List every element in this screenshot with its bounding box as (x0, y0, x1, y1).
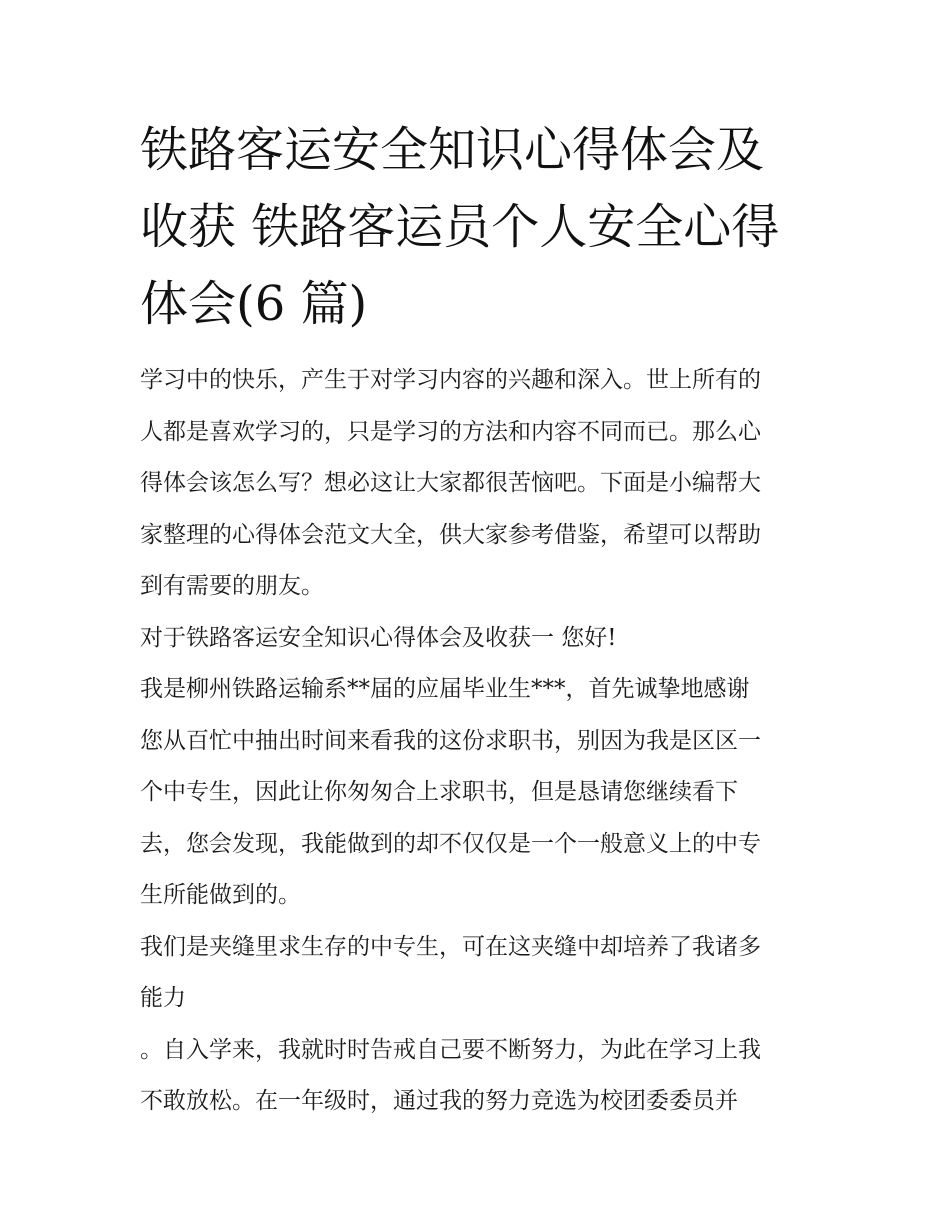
title-line-2: 收获 铁路客运员个人安全心得 (140, 199, 780, 255)
title-line-3: 体会(6 篇) (140, 276, 368, 332)
text-line: 生所能做到的。 (140, 882, 301, 908)
title-line-1: 铁路客运安全知识心得体会及 (140, 122, 765, 178)
text-line: 家整理的心得体会范文大全，供大家参考借鉴，希望可以帮助 (140, 521, 761, 548)
text-line: 我是柳州铁路运输系**届的应届毕业生***，首先诚挚地感谢 (140, 676, 750, 702)
text-line: 得体会该怎么写？想必这让大家都很苦恼吧。下面是小编帮大 (140, 470, 761, 496)
document-body (140, 112, 815, 1128)
document-title (140, 112, 815, 343)
text-line: 。自入学来，我就时时告戒自己要不断努力，为此在学习上我 (140, 1036, 761, 1063)
document-text (140, 355, 815, 1128)
text-line: 能力 (140, 985, 186, 1011)
text-line: 人都是喜欢学习的，只是学习的方法和内容不同而已。那么心 (140, 418, 761, 445)
text-line: 学习中的快乐，产生于对学习内容的兴趣和深入。世上所有的 (140, 367, 761, 393)
text-line: 去，您会发现，我能做到的却不仅仅是一个一般意义上的中专 (140, 830, 761, 857)
text-line: 到有需要的朋友。 (140, 573, 324, 599)
text-line: 我们是夹缝里求生存的中专生，可在这夹缝中却培养了我诸多 (140, 933, 761, 960)
text-line: 对于铁路客运安全知识心得体会及收获一 您好! (140, 624, 617, 651)
text-line: 个中专生，因此让你匆匆合上求职书，但是恳请您继续看下 (140, 779, 738, 805)
text-line: 您从百忙中抽出时间来看我的这份求职书，别因为我是区区一 (140, 727, 761, 754)
text-line: 不敢放松。在一年级时，通过我的努力竞选为校团委委员并 (140, 1088, 738, 1114)
